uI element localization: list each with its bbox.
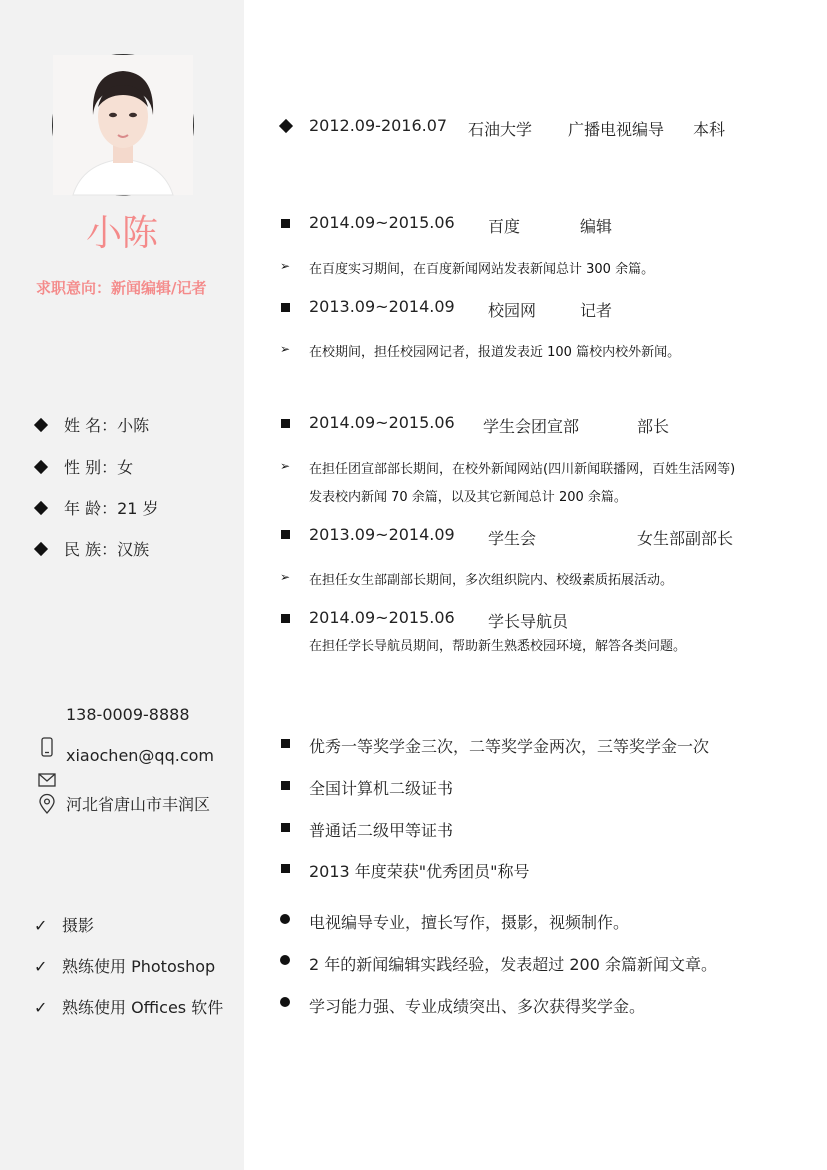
dot-bullet [280,914,290,924]
contact-email: xiaochen@qq.com [66,746,214,765]
contact-address [66,792,236,814]
info-label: 民 族： [64,540,118,559]
arrow-bullet: ➢ [280,259,291,273]
square-bullet [281,739,290,748]
work-role: 记者 [580,301,613,320]
award-item: 2013 年度荣获"优秀团员"称号 [309,862,530,881]
check-icon: ✓ [34,916,48,935]
square-bullet [281,303,290,312]
info-row-name [36,413,149,436]
award-item: 全国计算机二级证书 [309,779,454,798]
check-icon: ✓ [34,998,48,1017]
edu-degree: 本科 [693,120,726,139]
diamond-bullet [34,459,48,473]
dot-bullet [280,997,290,1007]
info-value: 21 岁 [117,499,159,518]
job-intent-value: 新闻编辑/记者 [111,279,207,297]
campus-period: 2014.09~2015.06 [309,608,455,627]
phone-icon [38,737,56,757]
square-bullet [281,614,290,623]
award-item: 优秀一等奖学金三次，二等奖学金两次，三等奖学金一次 [309,737,710,756]
campus-desc: 在担任女生部副部长期间，多次组织院内、校级素质拓展活动。 [309,573,674,588]
dot-bullet [280,955,290,965]
mail-icon [38,770,56,790]
avatar [52,54,194,196]
work-period: 2014.09~2015.06 [309,213,455,232]
info-value: 汉族 [117,540,150,559]
arrow-bullet: ➢ [280,459,291,473]
campus-period: 2014.09~2015.06 [309,413,455,432]
work-org: 校园网 [488,301,537,320]
work-desc: 在百度实习期间，在百度新闻网站发表新闻总计 300 余篇。 [309,262,655,277]
arrow-bullet: ➢ [280,570,291,584]
square-bullet [281,823,290,832]
square-bullet [281,419,290,428]
square-bullet [281,530,290,539]
campus-desc: 在担任学长导航员期间，帮助新生熟悉校园环境，解答各类问题。 [309,639,687,654]
location-icon [38,794,56,814]
skill-item [34,995,223,1018]
campus-period: 2013.09~2014.09 [309,525,455,544]
work-desc: 在校期间，担任校园网记者，报道发表近 100 篇校内校外新闻。 [309,345,681,360]
info-row-age [36,496,159,519]
campus-org: 学生会 [488,529,537,548]
contact-phone: 138-0009-8888 [66,705,190,724]
candidate-name: 小陈 [85,213,158,254]
skill-label: 熟练使用 Photoshop [62,957,216,976]
campus-desc: 在担任团宣部部长期间，在校外新闻网站(四川新闻联播网，百姓生活网等) [309,462,736,477]
campus-org: 学长导航员 [488,612,569,631]
square-bullet [281,219,290,228]
skill-item [34,954,215,977]
self-eval-item: 学习能力强、专业成绩突出、多次获得奖学金。 [309,997,646,1016]
skill-label: 熟练使用 Offices 软件 [62,998,224,1017]
skill-label: 摄影 [62,916,95,935]
arrow-bullet: ➢ [280,342,291,356]
diamond-bullet [279,119,293,133]
campus-org: 学生会团宣部 [483,417,580,436]
self-eval-item: 电视编导专业，擅长写作，摄影，视频制作。 [309,913,630,932]
job-intent [36,277,207,298]
diamond-bullet [34,500,48,514]
work-org: 百度 [488,217,521,236]
campus-desc-continued: 发表校内新闻 70 余篇，以及其它新闻总计 200 余篇。 [309,490,627,505]
work-role: 编辑 [580,217,613,236]
info-row-ethnicity [36,537,149,560]
edu-period: 2012.09-2016.07 [309,116,448,135]
job-intent-label: 求职意向： [36,279,112,297]
diamond-bullet [34,541,48,555]
info-value: 小陈 [117,416,150,435]
work-period: 2013.09~2014.09 [309,297,455,316]
edu-major: 广播电视编导 [568,120,665,139]
info-label: 性 别： [64,458,118,477]
self-eval-item: 2 年的新闻编辑实践经验，发表超过 200 余篇新闻文章。 [309,955,717,974]
portrait-photo [53,55,193,195]
info-label: 姓 名： [64,416,118,435]
info-label: 年 龄： [64,499,118,518]
award-item: 普通话二级甲等证书 [309,821,454,840]
campus-role: 部长 [637,417,670,436]
campus-role: 女生部副部长 [637,529,734,548]
campus-desc-clipped [309,639,769,654]
skill-item [34,913,94,936]
edu-school: 石油大学 [468,120,533,139]
check-icon: ✓ [34,957,48,976]
info-value: 女 [117,458,134,477]
info-row-gender [36,455,133,478]
square-bullet [281,864,290,873]
contact-address-text: 河北省唐山市丰润区 [66,795,211,814]
square-bullet [281,781,290,790]
diamond-bullet [34,417,48,431]
